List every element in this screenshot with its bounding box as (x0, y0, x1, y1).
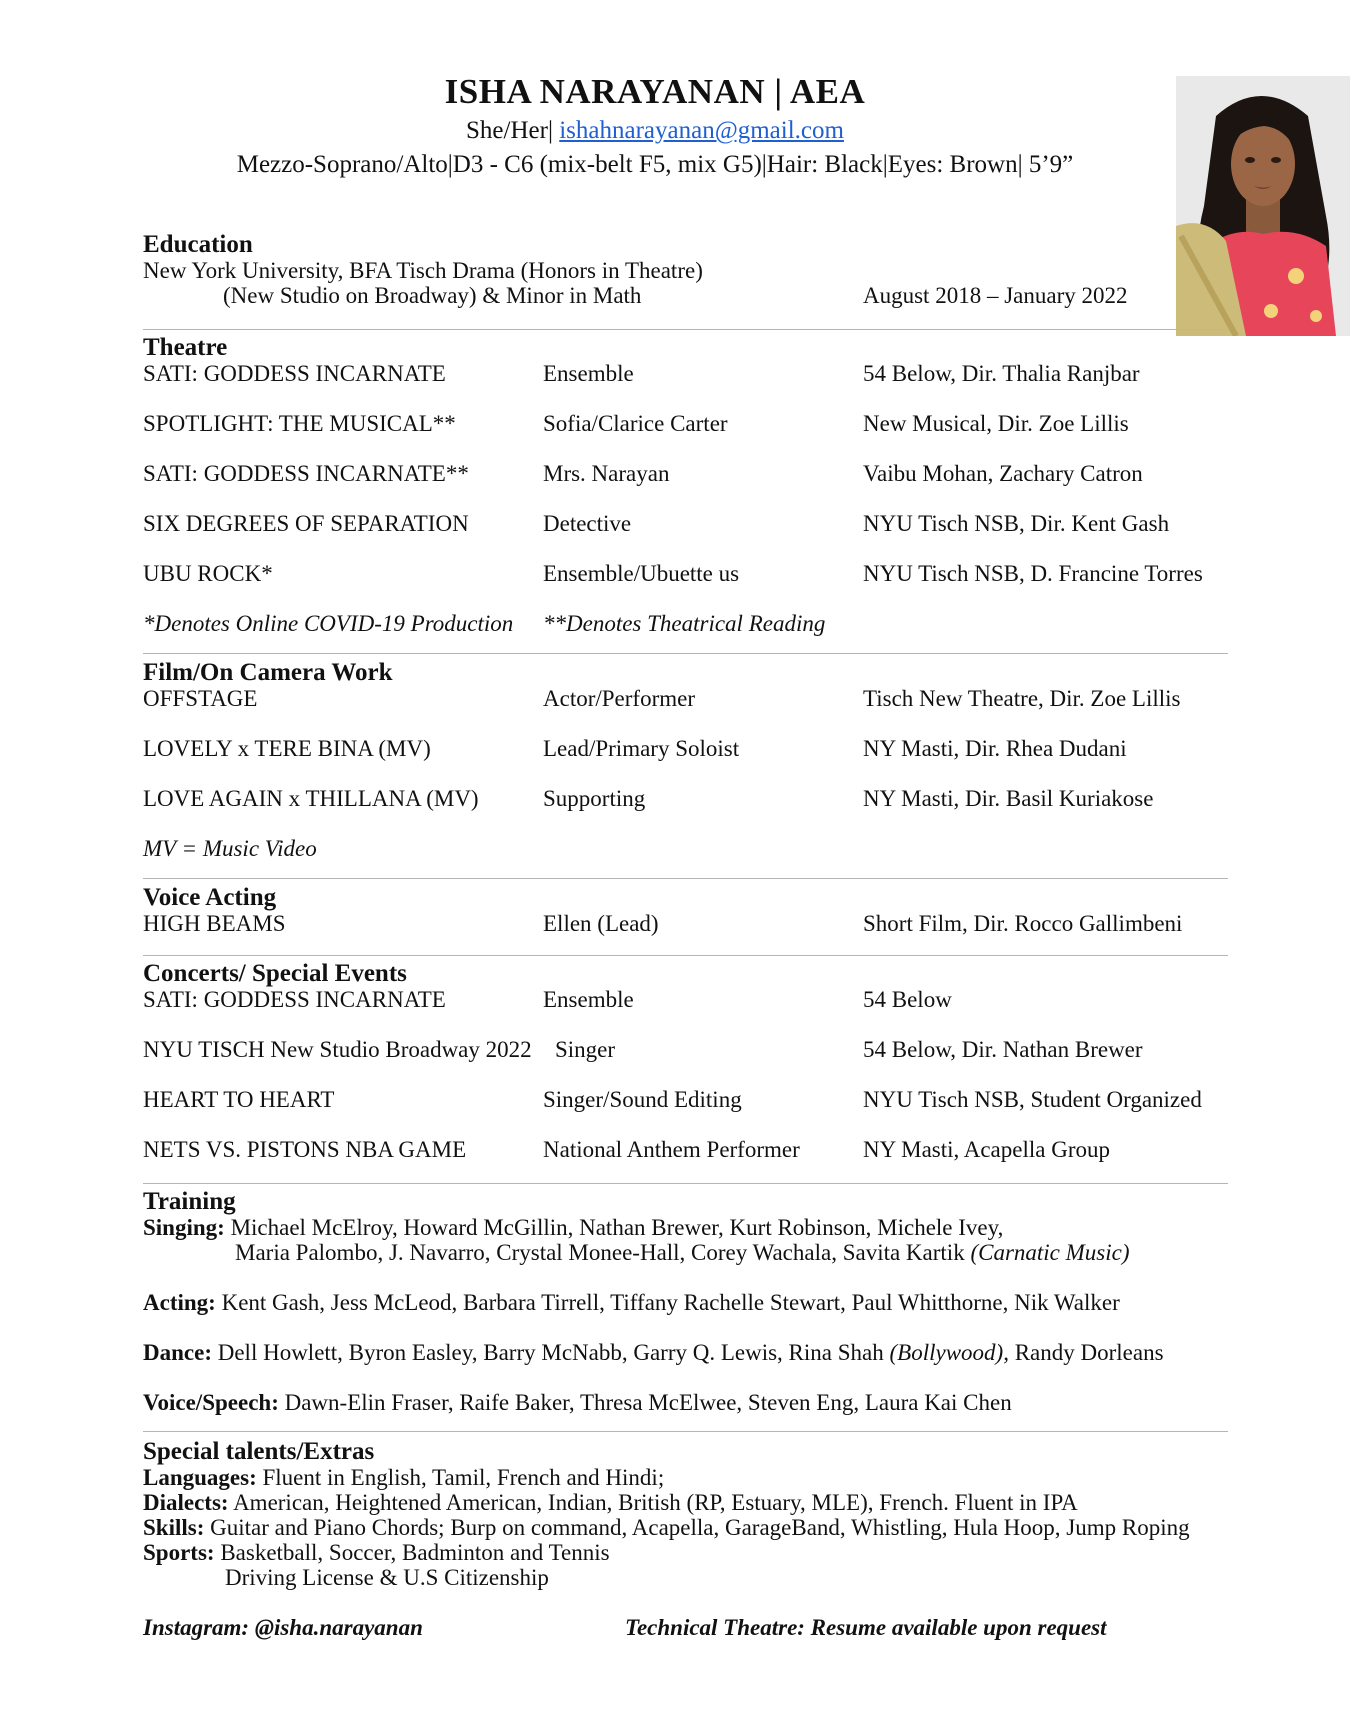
instagram-handle[interactable]: Instagram: @isha.narayanan (143, 1615, 423, 1640)
footer-row (143, 1615, 1228, 1640)
acting-teachers: Kent Gash, Jess McLeod, Barbara Tirrell, Tiffany Rachelle Stewart, Paul Whitthorne, Nik Walker (221, 1290, 1120, 1315)
credit-row (143, 786, 1228, 811)
credit-title: SATI: GODDESS INCARNATE (143, 987, 446, 1012)
credit-venue: 54 Below, Dir. Nathan Brewer (863, 1037, 1143, 1062)
speech-label: Voice/Speech: (143, 1390, 279, 1415)
reading-note: **Denotes Theatrical Reading (543, 611, 826, 636)
special-talents-section (143, 1439, 1228, 1590)
credit-title: LOVE AGAIN x THILLANA (MV) (143, 786, 479, 811)
credit-role: Sofia/Clarice Carter (543, 411, 728, 436)
actor-name: ISHA NARAYANAN | AEA (444, 72, 866, 111)
education-section (143, 232, 1228, 308)
music-video-note: MV = Music Video (143, 836, 317, 861)
film-heading: Film/On Camera Work (143, 659, 393, 686)
credit-title: OFFSTAGE (143, 686, 258, 711)
concerts-heading: Concerts/ Special Events (143, 960, 407, 987)
credit-venue: NY Masti, Dir. Basil Kuriakose (863, 786, 1154, 811)
credit-title: LOVELY x TERE BINA (MV) (143, 736, 431, 761)
credit-venue: NY Masti, Dir. Rhea Dudani (863, 736, 1127, 761)
credit-title: NETS VS. PISTONS NBA GAME (143, 1137, 467, 1162)
voice-acting-section (143, 885, 1228, 936)
credit-row (143, 686, 1228, 711)
credit-role: Singer (555, 1037, 616, 1062)
training-section (143, 1189, 1228, 1415)
singing-line-1 (143, 1215, 1228, 1240)
credit-title: HEART TO HEART (143, 1087, 335, 1112)
education-line-1 (143, 258, 1228, 283)
technical-theatre-note: Technical Theatre: Resume available upon request (625, 1615, 1107, 1640)
sports-label: Sports: (143, 1540, 215, 1565)
credit-title: UBU ROCK* (143, 561, 273, 586)
credit-title: HIGH BEAMS (143, 911, 286, 936)
credit-row (143, 1137, 1228, 1162)
dialects-line (143, 1490, 1228, 1515)
divider (143, 1431, 1228, 1432)
divider (143, 653, 1228, 654)
credit-venue: Vaibu Mohan, Zachary Catron (863, 461, 1143, 486)
credit-row (143, 1087, 1228, 1112)
credit-venue: 54 Below (863, 987, 952, 1012)
credit-row (143, 987, 1228, 1012)
sports-value: Basketball, Soccer, Badminton and Tennis (220, 1540, 610, 1565)
special-talents-heading: Special talents/Extras (143, 1438, 375, 1465)
dialects-value: American, Heightened American, Indian, British (RP, Estuary, MLE), French. Fluent in IPA (233, 1490, 1078, 1515)
acting-label: Acting: (143, 1290, 216, 1315)
languages-label: Languages: (143, 1465, 257, 1490)
dance-line (143, 1340, 1228, 1365)
theatre-notes (143, 611, 1228, 636)
carnatic-note: (Carnatic Music) (970, 1240, 1130, 1265)
online-production-note: *Denotes Online COVID-19 Production (143, 611, 514, 636)
credit-venue: 54 Below, Dir. Thalia Ranjbar (863, 361, 1140, 386)
credit-row (143, 561, 1228, 586)
singing-teachers: Michael McElroy, Howard McGillin, Nathan Brewer, Kurt Robinson, Michele Ivey, (230, 1215, 1004, 1240)
credit-role: Singer/Sound Editing (543, 1087, 742, 1112)
credit-role: Ensemble (543, 361, 634, 386)
credit-venue: NYU Tisch NSB, D. Francine Torres (863, 561, 1203, 586)
credit-row (143, 736, 1228, 761)
credit-role: Ensemble/Ubuette us (543, 561, 740, 586)
credit-row (143, 461, 1228, 486)
speech-teachers: Dawn-Elin Fraser, Raife Baker, Thresa McElwee, Steven Eng, Laura Kai Chen (284, 1390, 1012, 1415)
bollywood-note: (Bollywood), (889, 1340, 1009, 1365)
education-heading: Education (143, 231, 253, 258)
voice-acting-heading: Voice Acting (143, 884, 277, 911)
credit-venue: New Musical, Dir. Zoe Lillis (863, 411, 1129, 436)
skills-value: Guitar and Piano Chords; Burp on command, Acapella, GarageBand, Whistling, Hula Hoop, Jump Roping (210, 1515, 1190, 1540)
dance-teachers-cont: Randy Dorleans (1014, 1340, 1164, 1365)
education-dates: August 2018 – January 2022 (863, 283, 1128, 308)
credit-row (143, 911, 1228, 936)
resume-header (0, 70, 1310, 182)
divider (143, 329, 1228, 330)
credit-role: Mrs. Narayan (543, 461, 670, 486)
credit-role: Detective (543, 511, 632, 536)
credit-role: National Anthem Performer (543, 1137, 800, 1162)
theatre-heading: Theatre (143, 334, 228, 361)
credit-role: Lead/Primary Soloist (543, 736, 740, 761)
credit-title: SPOTLIGHT: THE MUSICAL** (143, 411, 456, 436)
credit-role: Ellen (Lead) (543, 911, 659, 936)
education-school: New York University, BFA Tisch Drama (Honors in Theatre) (143, 258, 703, 283)
email-link[interactable]: ishahnarayanan@gmail.com (559, 117, 844, 144)
dialects-label: Dialects: (143, 1490, 229, 1515)
credit-title: SIX DEGREES OF SEPARATION (143, 511, 469, 536)
credit-role: Actor/Performer (543, 686, 695, 711)
skills-label: Skills: (143, 1515, 205, 1540)
acting-line (143, 1290, 1228, 1315)
film-section (143, 660, 1228, 861)
singing-label: Singing: (143, 1215, 225, 1240)
credit-row (143, 411, 1228, 436)
license-line: Driving License & U.S Citizenship (225, 1565, 549, 1590)
skills-line (143, 1515, 1228, 1540)
vocal-physical-details: Mezzo-Soprano/Alto|D3 - C6 (mix-belt F5, mix G5)|Hair: Black|Eyes: Brown| 5’9” (236, 151, 1074, 178)
film-note-row (143, 836, 1228, 861)
concerts-section (143, 961, 1228, 1162)
contact-line (0, 114, 1310, 148)
divider (143, 878, 1228, 879)
pronouns: She/Her| (466, 117, 553, 144)
singing-teachers-cont: Maria Palombo, J. Navarro, Crystal Monee-Hall, Corey Wachala, Savita Kartik (235, 1240, 965, 1265)
divider (143, 1183, 1228, 1184)
credit-row (143, 1037, 1228, 1062)
credit-row (143, 511, 1228, 536)
credit-venue: Tisch New Theatre, Dir. Zoe Lillis (863, 686, 1181, 711)
training-heading: Training (143, 1188, 236, 1215)
credit-title: SATI: GODDESS INCARNATE** (143, 461, 469, 486)
theatre-section (143, 335, 1228, 636)
credit-title: SATI: GODDESS INCARNATE (143, 361, 446, 386)
dance-label: Dance: (143, 1340, 212, 1365)
credit-venue: NY Masti, Acapella Group (863, 1137, 1110, 1162)
credit-row (143, 361, 1228, 386)
singing-line-2 (143, 1240, 1228, 1265)
languages-line (143, 1465, 1228, 1490)
credit-role: Ensemble (543, 987, 634, 1012)
credit-venue: NYU Tisch NSB, Dir. Kent Gash (863, 511, 1170, 536)
credit-venue: NYU Tisch NSB, Student Organized (863, 1087, 1202, 1112)
education-detail: (New Studio on Broadway) & Minor in Math (223, 283, 642, 308)
education-line-2 (143, 283, 1228, 308)
languages-value: Fluent in English, Tamil, French and Hindi; (262, 1465, 665, 1490)
sports-line (143, 1540, 1228, 1565)
credit-venue: Short Film, Dir. Rocco Gallimbeni (863, 911, 1183, 936)
divider (143, 955, 1228, 956)
credit-role: Supporting (543, 786, 646, 811)
resume-footer (143, 1615, 1228, 1640)
speech-line (143, 1390, 1228, 1415)
dance-teachers: Dell Howlett, Byron Easley, Barry McNabb, Garry Q. Lewis, Rina Shah (217, 1340, 884, 1365)
credit-title: NYU TISCH New Studio Broadway 2022 (143, 1037, 532, 1062)
